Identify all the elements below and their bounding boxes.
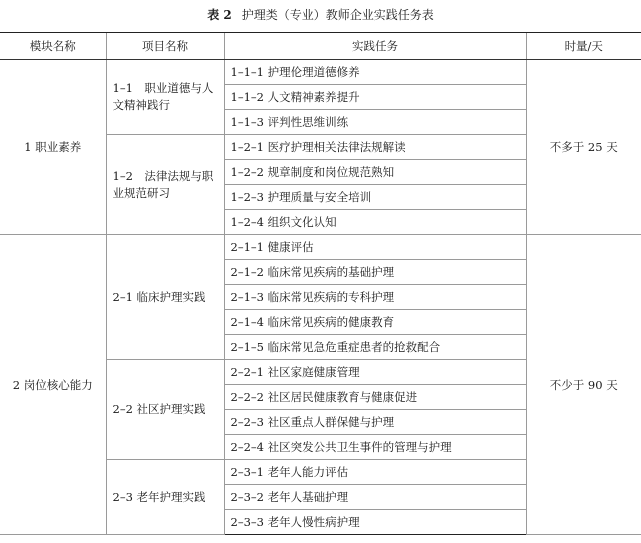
table-row [0, 60, 641, 85]
header-module: 模块名称 [0, 33, 106, 60]
module-name: 2 岗位核心能力 [0, 235, 106, 535]
task-cell: 2–2–2 社区居民健康教育与健康促进 [224, 385, 526, 410]
task-cell: 1–2–3 护理质量与安全培训 [224, 185, 526, 210]
module-name: 1 职业素养 [0, 60, 106, 235]
task-cell: 1–2–1 医疗护理相关法律法规解读 [224, 135, 526, 160]
task-cell: 2–1–4 临床常见疾病的健康教育 [224, 310, 526, 335]
task-cell: 2–3–3 老年人慢性病护理 [224, 510, 526, 535]
task-cell: 1–1–2 人文精神素养提升 [224, 85, 526, 110]
task-cell: 2–2–4 社区突发公共卫生事件的管理与护理 [224, 435, 526, 460]
task-cell: 2–2–1 社区家庭健康管理 [224, 360, 526, 385]
table-caption [0, 0, 641, 32]
practice-task-table [0, 32, 641, 535]
project-name: 2–2 社区护理实践 [106, 360, 224, 460]
task-cell: 1–2–4 组织文化认知 [224, 210, 526, 235]
task-cell: 1–1–1 护理伦理道德修养 [224, 60, 526, 85]
hours-cell: 不多于 25 天 [526, 60, 641, 235]
task-cell: 2–1–3 临床常见疾病的专科护理 [224, 285, 526, 310]
task-cell: 2–3–1 老年人能力评估 [224, 460, 526, 485]
header-row [0, 33, 641, 60]
task-cell: 1–1–3 评判性思维训练 [224, 110, 526, 135]
project-name: 1–2 法律法规与职业规范研习 [106, 135, 224, 235]
task-cell: 2–1–1 健康评估 [224, 235, 526, 260]
hours-cell: 不少于 90 天 [526, 235, 641, 535]
header-task: 实践任务 [224, 33, 526, 60]
task-cell: 2–1–2 临床常见疾病的基础护理 [224, 260, 526, 285]
project-name: 2–3 老年护理实践 [106, 460, 224, 535]
table-title: 护理类（专业）教师企业实践任务表 [241, 8, 434, 22]
table-number: 表 2 [207, 8, 232, 22]
project-name: 1–1 职业道德与人文精神践行 [106, 60, 224, 135]
header-hours: 时量/天 [526, 33, 641, 60]
task-cell: 2–3–2 老年人基础护理 [224, 485, 526, 510]
task-cell: 1–2–2 规章制度和岗位规范熟知 [224, 160, 526, 185]
task-cell: 2–2–3 社区重点人群保健与护理 [224, 410, 526, 435]
task-cell: 2–1–5 临床常见急危重症患者的抢救配合 [224, 335, 526, 360]
header-project: 项目名称 [106, 33, 224, 60]
project-name: 2–1 临床护理实践 [106, 235, 224, 360]
table-row [0, 235, 641, 260]
